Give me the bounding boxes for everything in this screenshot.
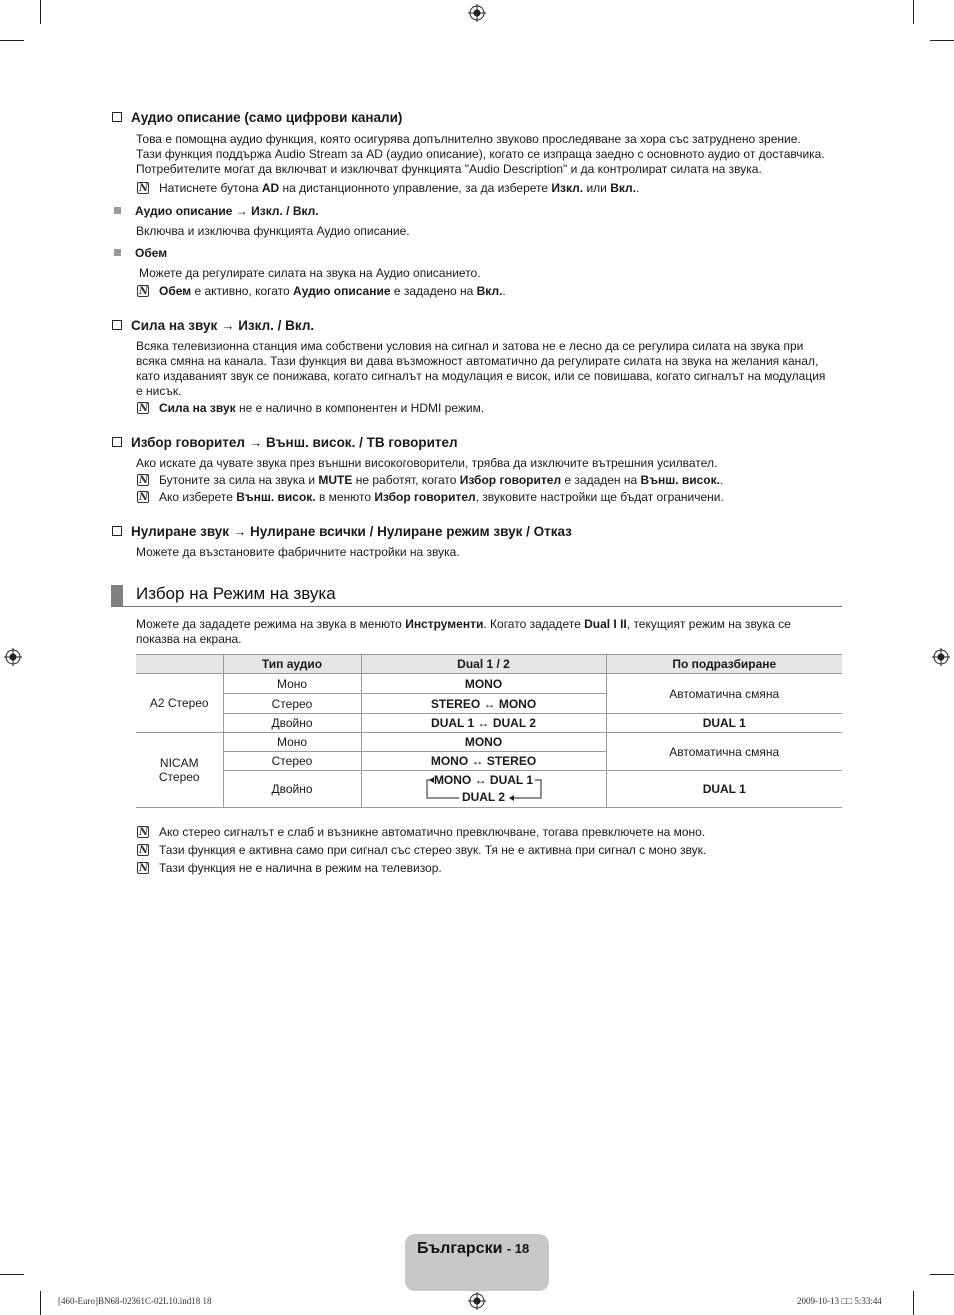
crop-mark: [930, 1274, 954, 1275]
subsection-audio-description-onoff: Аудио описание → Изкл. / Вкл.: [114, 204, 319, 218]
table-row: Двойно MONO ↔ DUAL 1 DUAL 2 DUAL 1: [136, 771, 842, 808]
checkbox-bullet-icon: [112, 112, 122, 122]
crop-mark: [40, 0, 41, 24]
page-language: Български - 18: [417, 1240, 530, 1257]
page-footer-tab: [405, 1234, 549, 1291]
note-icon: [137, 826, 149, 838]
note-speaker-mute: NБутоните за сила на звука и MUTE не работят, когато Избор говорител е зададен на Външ. висок..: [137, 473, 723, 488]
note-speaker-external: NАко изберете Външ. висок. в менюто Избор говорител, звуковите настройки ще бъдат ограничени.: [137, 490, 724, 505]
square-bullet-icon: [114, 207, 121, 214]
note-ad-button: NНатиснете бутона AD на дистанционното управление, за да изберете Изкл. или Вкл..: [137, 181, 639, 196]
table-row: Стерео STEREO ↔ MONO: [136, 694, 842, 714]
crop-mark: [40, 1291, 41, 1315]
square-bullet-icon: [114, 249, 121, 256]
note-weak-stereo: NАко стерео сигналът е слаб и възникне автоматично превключване, тогава превключете на моно.: [137, 825, 705, 840]
subsection-volume: Обем: [114, 246, 167, 260]
subsection-text: Включва и изключва функцията Аудио описание.: [136, 224, 410, 238]
checkbox-bullet-icon: [112, 320, 122, 330]
note-icon: [137, 285, 149, 297]
dual-cycle-cell: MONO ↔ DUAL 1 DUAL 2: [361, 771, 606, 808]
table-row: A2 Стерео Моно MONO Автоматична смяна: [136, 674, 842, 694]
table-cell-nicam: NICAM Стерео: [136, 733, 223, 808]
section-audio-description-body: Това е помощна аудио функция, която осигурява допълнително звуково проследяване за хора със затруднено зрение. Тази функция поддържа Audio Stream за AD (аудио описание), когато се изпраща заедно с основното аудио от доставчика. Потребителите могат да включват и изключват функцията "Audio Description" и да контролират силата на звука.: [136, 132, 825, 176]
table-cell-a2: A2 Стерео: [136, 674, 223, 733]
section-auto-volume-body: Всяка телевизионна станция има собствени условия на сигнал и затова не е лесно да се регулира силата на звука при всяка смяна на канала. Тази функция ви дава възможност автоматично да регулирате силата на звука на желания канал, като издаваният звук се понижава, когато сигналът на модулация е висок, или се повишава, когато сигналът на модулация е нисък.: [136, 339, 826, 398]
crop-mark: [930, 40, 954, 41]
table-row: Стерео MONO ↔ STEREO: [136, 752, 842, 771]
sound-mode-table: [136, 654, 842, 808]
table-header-row: Тип аудио Dual 1 / 2 По подразбиране: [136, 655, 842, 674]
crop-mark: [0, 40, 24, 41]
checkbox-bullet-icon: [112, 437, 122, 447]
registration-mark-icon: [468, 1292, 486, 1310]
intro-text: Можете да зададете режима на звука в менюто Инструменти. Когато зададете Dual I II, текущият режим на звука се показва на екрана.: [136, 617, 791, 646]
crop-mark: [913, 0, 914, 24]
note-icon: [137, 182, 149, 194]
page-number: - 18: [506, 1241, 530, 1256]
table-row: Двойно DUAL 1 ↔ DUAL 2 DUAL 1: [136, 714, 842, 733]
registration-mark-icon: [468, 4, 486, 22]
section-auto-volume-title: Сила на звук → Изкл. / Вкл.: [112, 318, 314, 333]
registration-mark-icon: [932, 648, 950, 666]
heading-title: Избор на Режим на звука: [136, 584, 336, 603]
note-stereo-only: NТази функция е активна само при сигнал със стерео звук. Тя не е активна при сигнал с моно звук.: [137, 843, 706, 858]
section-speaker-select-title: Избор говорител → Външ. висок. / ТВ говорител: [112, 435, 458, 450]
note-volume: NОбем е активно, когато Аудио описание е зададено на Вкл..: [137, 284, 506, 299]
note-auto-volume: NСила на звук не е налично в компонентен и HDMI режим.: [137, 401, 484, 416]
note-icon: [137, 474, 149, 486]
note-icon: [137, 844, 149, 856]
section-audio-description-title: Аудио описание (само цифрови канали): [112, 110, 402, 125]
crop-mark: [913, 1291, 914, 1315]
note-icon: [137, 491, 149, 503]
section-speaker-select-body: Ако искате да чувате звука през външни високоговорители, трябва да изключите вътрешния усилвател.: [136, 456, 718, 470]
print-info-left: [460-Euro]BN68-02361C-02L10.ind18 18: [58, 1296, 212, 1306]
registration-mark-icon: [4, 648, 22, 666]
checkbox-bullet-icon: [112, 526, 122, 536]
heading-marker: [111, 585, 123, 606]
section-sound-reset-body: Можете да възстановите фабричните настройки на звука.: [136, 545, 460, 559]
note-icon: [137, 862, 149, 874]
print-info-right: 2009-10-13 □□ 5:33:44: [797, 1296, 882, 1306]
note-tv-mode: NТази функция не е налична в режим на телевизор.: [137, 861, 442, 876]
section-sound-reset-title: Нулиране звук → Нулиране всички / Нулиране режим звук / Отказ: [112, 524, 572, 539]
crop-mark: [0, 1274, 24, 1275]
note-icon: [137, 402, 149, 414]
subsection-text: Можете да регулирате силата на звука на Аудио описанието.: [139, 266, 481, 280]
table-row: NICAM Стерео Моно MONO Автоматична смяна: [136, 733, 842, 752]
section-heading: [111, 585, 842, 607]
